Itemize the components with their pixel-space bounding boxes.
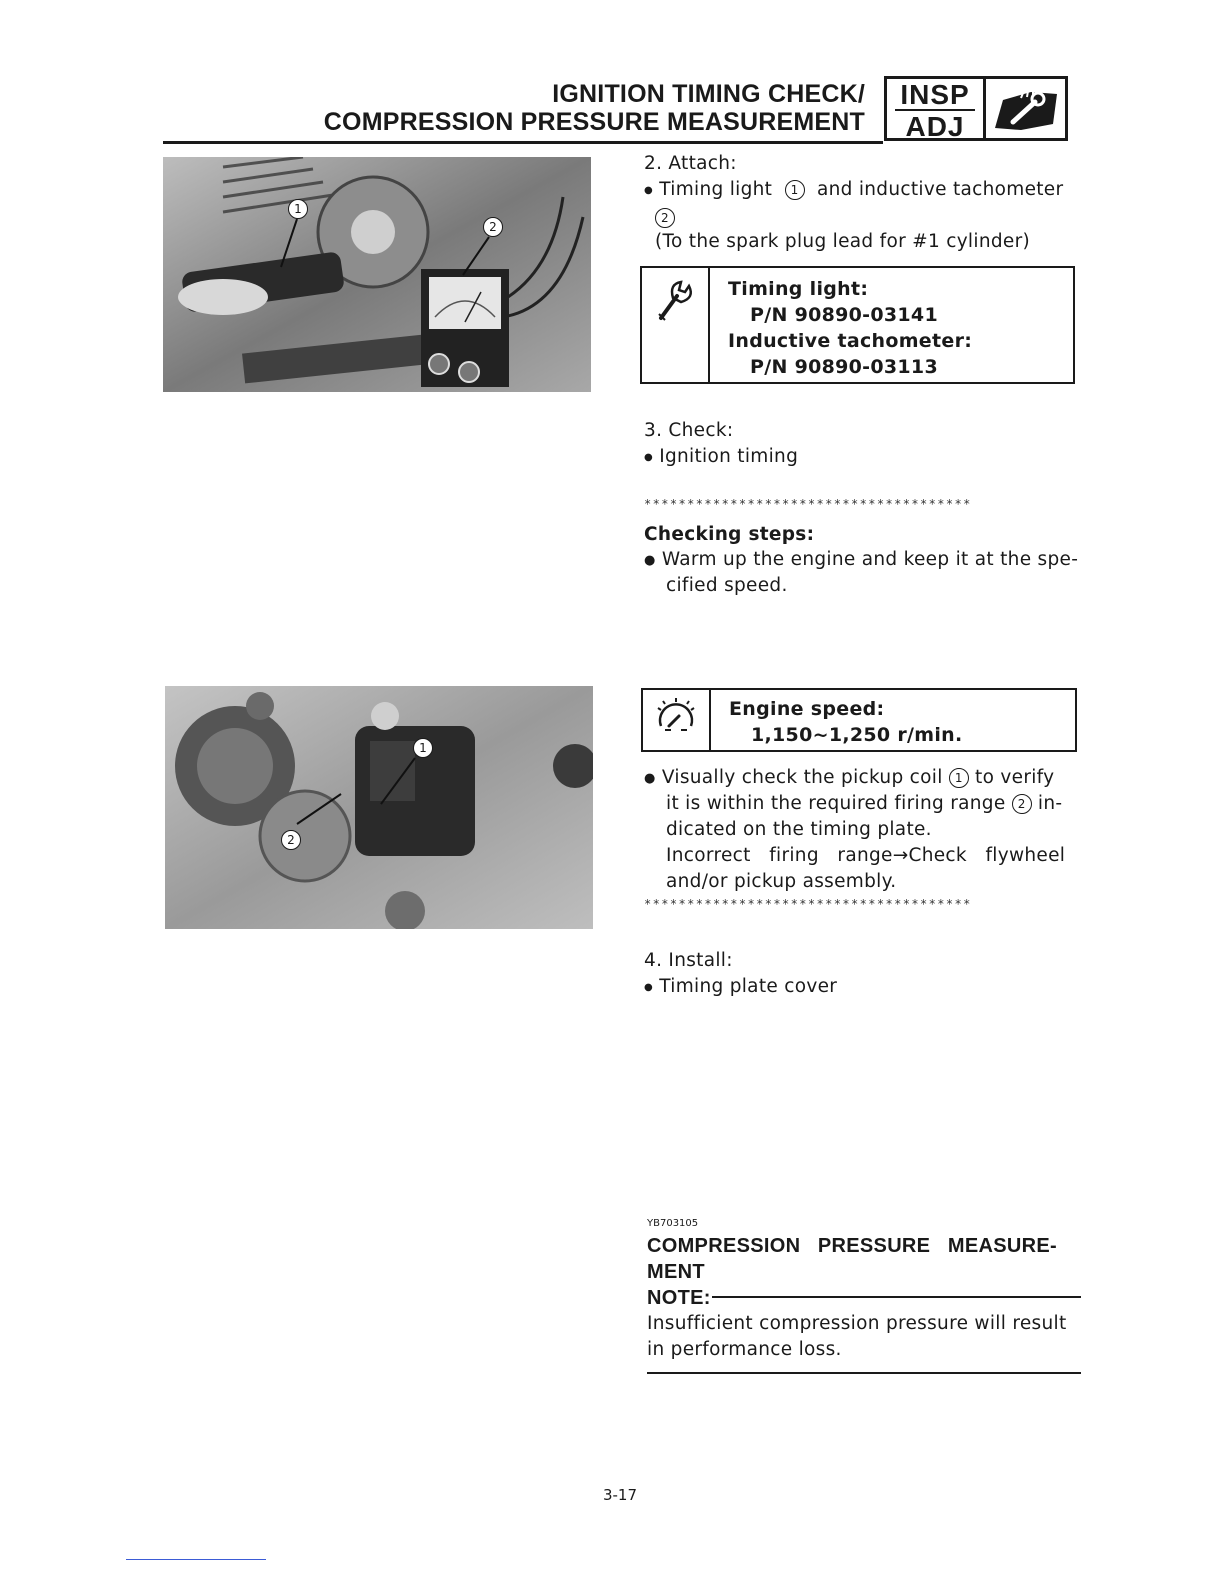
bullet-dot-icon: ● [644,553,656,568]
attach-item-a: Timing light [659,179,773,200]
note-label: NOTE: [647,1287,711,1309]
install-bullet [644,974,837,1001]
tool-2-pn: P/N 90890-03113 [750,356,938,378]
visual-callout-1: 1 [949,768,969,788]
badge-adj: ADJ [905,111,965,142]
visual-check-line5: and/or pickup assembly. [666,871,897,892]
photo2-callout-2: 2 [281,830,301,850]
check-bullet [644,444,798,471]
checking-step-1 [644,547,1084,574]
engine-speed-value: 1,150~1,250 r/min. [751,724,963,746]
checking-step-1-line2: cified speed. [666,575,788,596]
special-tool-box [640,266,1075,384]
visual-check-line4: Incorrect firing range→Check flywheel [666,845,1066,866]
attach-callout-b: 2 [655,208,675,228]
attach-bullet [644,177,1084,204]
photo-pickup-coil [165,686,593,929]
bullet-dot-icon: ● [644,452,654,463]
note-end-rule [647,1372,1081,1374]
visual-line1a: Visually check the pickup coil [661,767,943,788]
attach-item-b: and inductive tachometer [816,179,1064,200]
section-code: YB703105 [647,1218,699,1229]
note-rule [712,1296,1081,1298]
check-heading: 3. Check: [644,420,734,441]
visual-check-line1 [644,765,1084,792]
special-tool-list [710,268,972,382]
photo2-callout-1: 1 [413,738,433,758]
note-text-line1: Insufficient compression pressure will result [647,1313,1067,1334]
attach-callout-b-line [655,205,675,231]
checking-step-1-line1: Warm up the engine and keep it at the spe- [661,549,1079,570]
note-text-line2: in performance loss. [647,1339,842,1360]
separator-stars-top: ************************************** [644,497,972,511]
checking-steps-heading: Checking steps: [644,524,815,545]
header-title-line2: COMPRESSION PRESSURE MEASUREMENT [323,108,865,136]
photo1-callout-1: 1 [288,199,308,219]
header-rule [163,141,883,144]
photo1-callout-2: 2 [483,217,503,237]
bullet-dot-icon: ● [644,771,656,786]
engine-speed-label: Engine speed: [729,698,885,720]
photo-timing-light-setup [163,157,591,392]
visual-line2a: it is within the required firing range [666,793,1006,814]
tool-2-name: Inductive tachometer: [728,330,973,352]
tool-1-name: Timing light: [728,278,869,300]
bullet-dot-icon: ● [644,185,654,196]
attach-note: (To the spark plug lead for #1 cylinder) [655,231,1030,252]
engine-speed-box [641,688,1077,752]
compression-title-line1: COMPRESSION PRESSURE MEASURE- [647,1235,1057,1257]
visual-check-line2 [666,791,1086,817]
separator-stars-bottom: ************************************** [644,897,972,911]
badge-insp: INSP [895,79,975,111]
header-title-line1: IGNITION TIMING CHECK/ [552,80,865,108]
section-badge [884,76,1068,141]
special-tool-icon [642,268,710,382]
badge-label [887,79,986,142]
attach-callout-a: 1 [785,180,805,200]
tool-1-pn: P/N 90890-03141 [750,304,938,326]
visual-line2b: in- [1037,793,1063,814]
tachometer-icon [643,690,711,750]
install-item: Timing plate cover [659,976,838,997]
install-heading: 4. Install: [644,950,733,971]
visual-callout-2: 2 [1012,794,1032,814]
visual-check-line3: dicated on the timing plate. [666,819,932,840]
visual-line1b: to verify [975,767,1055,788]
page-number: 3-17 [602,1486,638,1504]
compression-title-line2: MENT [647,1261,705,1283]
footer-link-underline [126,1559,266,1560]
wrench-tool-icon [986,79,1065,138]
engine-speed-spec [711,690,963,750]
bullet-dot-icon: ● [644,982,654,993]
attach-heading: 2. Attach: [644,153,737,174]
check-item: Ignition timing [659,446,799,467]
